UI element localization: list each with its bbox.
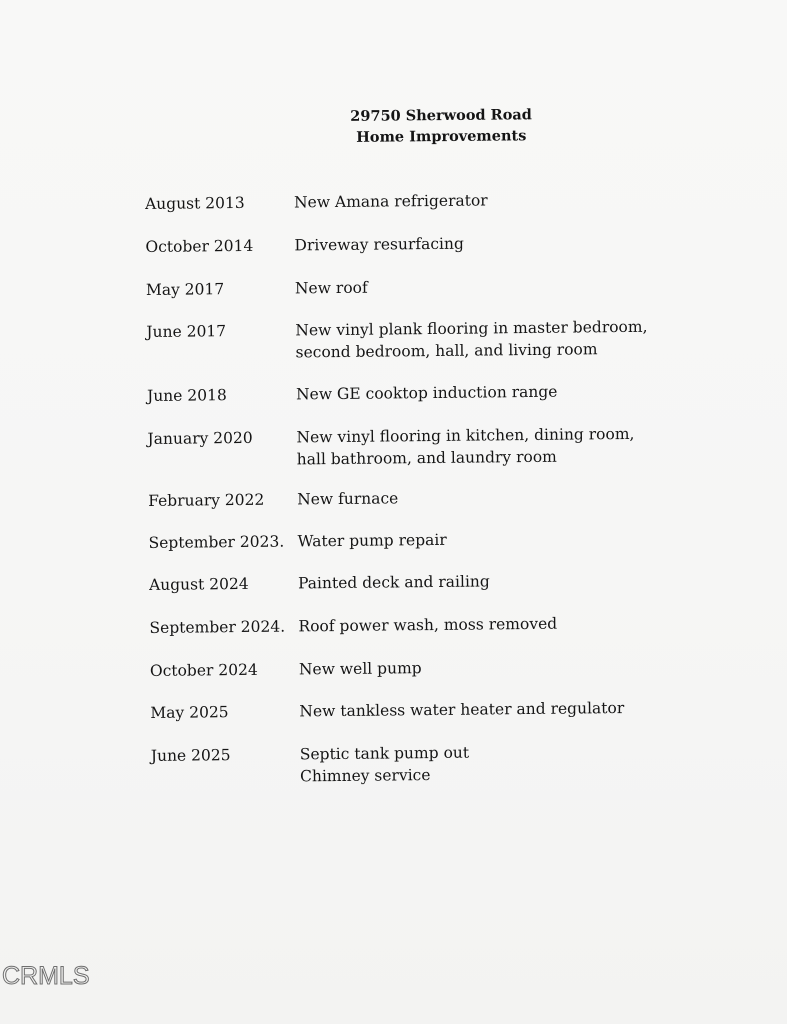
entry-date: October 2014	[145, 236, 254, 256]
entry-description: New well pump	[298, 659, 422, 679]
entry-description: Driveway resurfacing	[294, 234, 464, 255]
entry-date: February 2022	[148, 490, 265, 510]
entry-description: Painted deck and railing	[297, 572, 490, 593]
title-address: 29750 Sherwood Road	[350, 106, 532, 125]
entry-description: New vinyl plank flooring in master bedroom, second bedroom, hall, and living room	[295, 317, 648, 362]
entry-date: June 2017	[146, 322, 227, 341]
title-subtitle: Home Improvements	[356, 127, 527, 146]
entry-date: June 2018	[146, 386, 227, 405]
entry-date: January 2020	[147, 428, 253, 448]
entry-date: September 2023.	[148, 532, 285, 552]
entry-date: May 2025	[150, 703, 229, 722]
crmls-watermark: CRMLS	[2, 962, 90, 990]
entry-description: Water pump repair	[297, 530, 447, 551]
entry-description: New furnace	[297, 489, 399, 509]
entry-description: Roof power wash, moss removed	[298, 614, 558, 636]
entry-description: New roof	[294, 278, 368, 298]
entry-description: Septic tank pump out Chimney service	[299, 743, 470, 786]
entry-description: New GE cooktop induction range	[295, 382, 558, 404]
entry-date: October 2024	[149, 660, 258, 680]
entry-date: August 2024	[148, 574, 249, 594]
entry-date: May 2017	[145, 280, 225, 299]
entry-date: June 2025	[150, 746, 231, 765]
entry-date: August 2013	[144, 193, 245, 213]
entry-date: September 2024.	[149, 617, 286, 637]
entry-description: New Amana refrigerator	[293, 191, 488, 212]
entry-description: New tankless water heater and regulator	[299, 699, 625, 721]
entry-description: New vinyl flooring in kitchen, dining room, hall bathroom, and laundry room	[296, 424, 635, 469]
